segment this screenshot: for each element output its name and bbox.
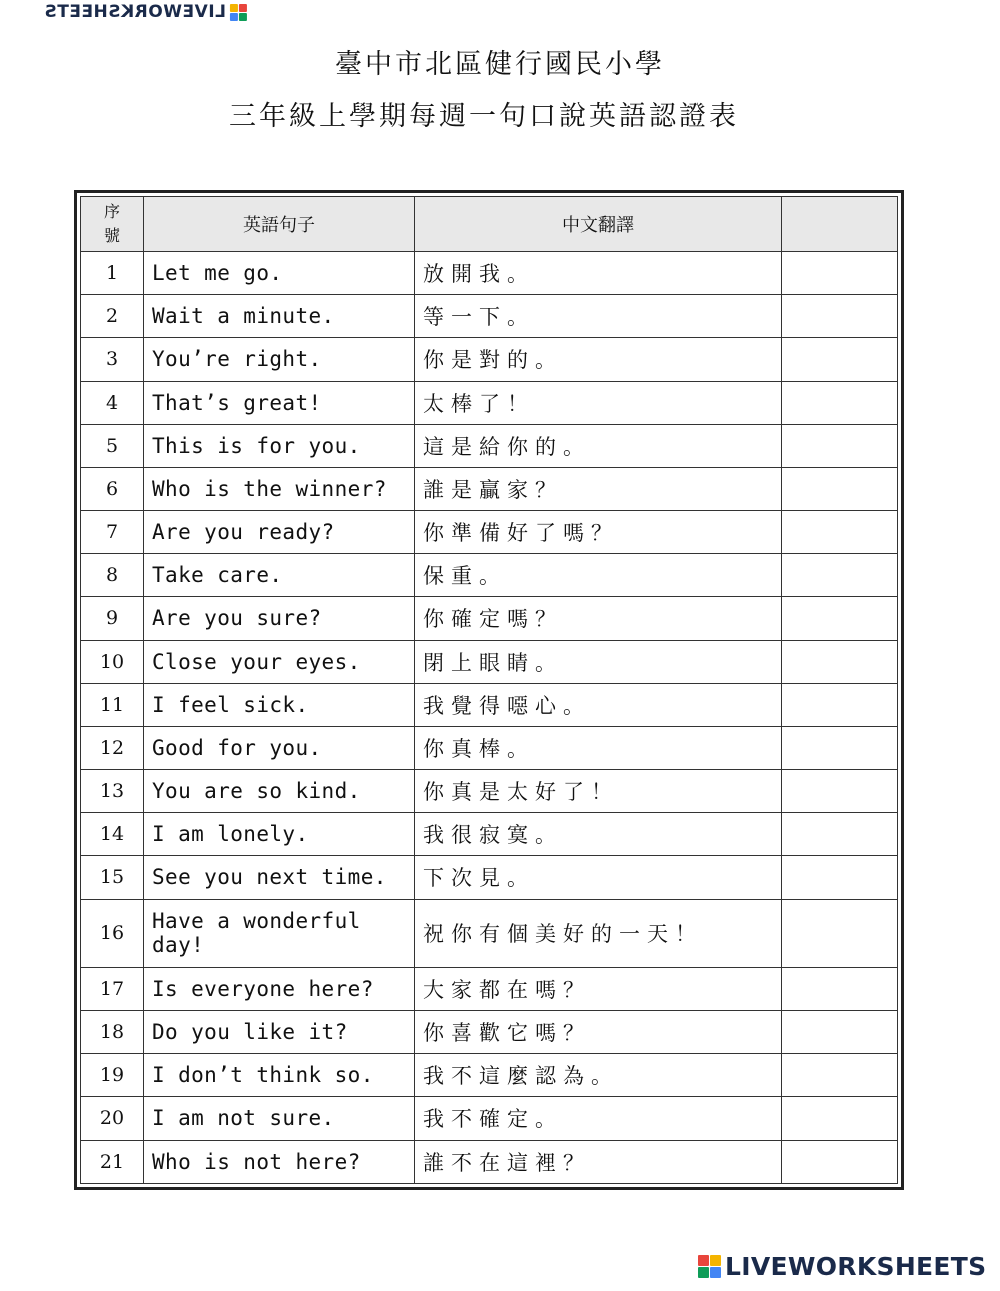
header-number (81, 197, 144, 252)
table-row (81, 467, 898, 510)
sheet-subtitle: 三年級上學期每週一句口說英語認證表 (229, 101, 739, 132)
english-sentence: Wait a minute. (144, 295, 415, 338)
chinese-translation: 保重。 (415, 554, 782, 597)
table-row (81, 813, 898, 856)
row-number: 18 (81, 1011, 144, 1054)
check-cell[interactable] (782, 252, 898, 295)
row-number: 15 (81, 856, 144, 899)
chinese-translation: 閉上眼睛。 (415, 640, 782, 683)
row-number: 16 (81, 899, 144, 967)
english-sentence: Take care. (144, 554, 415, 597)
header-chinese: 中文翻譯 (415, 197, 782, 252)
check-cell[interactable] (782, 511, 898, 554)
chinese-translation: 下次見。 (415, 856, 782, 899)
check-cell[interactable] (782, 1140, 898, 1183)
header-blank (782, 197, 898, 252)
logo-square (698, 1255, 709, 1266)
row-number: 12 (81, 726, 144, 769)
row-number: 6 (81, 467, 144, 510)
table-row (81, 1097, 898, 1140)
chinese-translation: 你確定嗎？ (415, 597, 782, 640)
school-title: 臺中市北區健行國民小學 (335, 49, 665, 80)
check-cell[interactable] (782, 424, 898, 467)
table-row (81, 511, 898, 554)
english-sentence: Good for you. (144, 726, 415, 769)
row-number: 4 (81, 381, 144, 424)
table-row (81, 597, 898, 640)
table-row (81, 899, 898, 967)
chinese-translation: 祝你有個美好的一天！ (415, 899, 782, 967)
check-cell[interactable] (782, 899, 898, 967)
check-cell[interactable] (782, 295, 898, 338)
table-row (81, 967, 898, 1010)
header-english: 英語句子 (144, 197, 415, 252)
row-number: 20 (81, 1097, 144, 1140)
header-number-line2: 號 (103, 226, 120, 245)
check-cell[interactable] (782, 381, 898, 424)
row-number: 17 (81, 967, 144, 1010)
english-sentence: Is everyone here? (144, 967, 415, 1010)
table-row (81, 381, 898, 424)
logo-square (710, 1255, 721, 1266)
check-cell[interactable] (782, 770, 898, 813)
row-number: 11 (81, 683, 144, 726)
english-sentence: Let me go. (144, 252, 415, 295)
row-number: 1 (81, 252, 144, 295)
check-cell[interactable] (782, 1054, 898, 1097)
logo-square (239, 13, 247, 21)
logo-square (230, 4, 238, 12)
english-sentence: I am lonely. (144, 813, 415, 856)
check-cell[interactable] (782, 967, 898, 1010)
chinese-translation: 你準備好了嗎？ (415, 511, 782, 554)
chinese-translation: 太棒了！ (415, 381, 782, 424)
chinese-translation: 我不這麼認為。 (415, 1054, 782, 1097)
liveworksheets-logo-top (44, 2, 247, 22)
english-sentence: See you next time. (144, 856, 415, 899)
logo-square (710, 1267, 721, 1278)
table-row (81, 554, 898, 597)
row-number: 3 (81, 338, 144, 381)
table-row (81, 1011, 898, 1054)
check-cell[interactable] (782, 1011, 898, 1054)
row-number: 5 (81, 424, 144, 467)
table-row (81, 252, 898, 295)
logo-top-text: LIVEWORKSHEETS (44, 2, 226, 22)
table-row (81, 683, 898, 726)
table-header-row (81, 197, 898, 252)
check-cell[interactable] (782, 1097, 898, 1140)
logo-square (230, 13, 238, 21)
logo-bottom-text: LIVEWORKSHEETS (725, 1252, 987, 1281)
logo-square (698, 1267, 709, 1278)
row-number: 21 (81, 1140, 144, 1183)
check-cell[interactable] (782, 467, 898, 510)
english-sentence: Do you like it? (144, 1011, 415, 1054)
chinese-translation: 你真是太好了！ (415, 770, 782, 813)
english-sentence: You are so kind. (144, 770, 415, 813)
check-cell[interactable] (782, 683, 898, 726)
chinese-translation: 大家都在嗎？ (415, 967, 782, 1010)
english-sentence: I don’t think so. (144, 1054, 415, 1097)
chinese-translation: 誰不在這裡？ (415, 1140, 782, 1183)
logo-mark-icon (698, 1255, 721, 1278)
chinese-translation: 我覺得噁心。 (415, 683, 782, 726)
chinese-translation: 我不確定。 (415, 1097, 782, 1140)
table-row (81, 424, 898, 467)
chinese-translation: 放開我。 (415, 252, 782, 295)
english-sentence: I am not sure. (144, 1097, 415, 1140)
table-row (81, 338, 898, 381)
row-number: 2 (81, 295, 144, 338)
chinese-translation: 誰是贏家？ (415, 467, 782, 510)
check-cell[interactable] (782, 554, 898, 597)
english-sentence: Close your eyes. (144, 640, 415, 683)
chinese-translation: 你是對的。 (415, 338, 782, 381)
english-sentence: That’s great! (144, 381, 415, 424)
english-sentence: This is for you. (144, 424, 415, 467)
table-row (81, 770, 898, 813)
chinese-translation: 我很寂寞。 (415, 813, 782, 856)
table-row (81, 295, 898, 338)
row-number: 19 (81, 1054, 144, 1097)
chinese-translation: 你真棒。 (415, 726, 782, 769)
english-sentence: Are you ready? (144, 511, 415, 554)
logo-square (239, 4, 247, 12)
row-number: 13 (81, 770, 144, 813)
table-row (81, 1054, 898, 1097)
english-sentence: Are you sure? (144, 597, 415, 640)
check-cell[interactable] (782, 338, 898, 381)
table-row (81, 726, 898, 769)
check-cell[interactable] (782, 813, 898, 856)
row-number: 9 (81, 597, 144, 640)
logo-mark-icon (230, 4, 247, 21)
chinese-translation: 你喜歡它嗎？ (415, 1011, 782, 1054)
liveworksheets-logo-bottom (698, 1252, 986, 1281)
check-cell[interactable] (782, 856, 898, 899)
row-number: 10 (81, 640, 144, 683)
table-row (81, 1140, 898, 1183)
row-number: 8 (81, 554, 144, 597)
row-number: 14 (81, 813, 144, 856)
sentence-table-frame (74, 190, 904, 1190)
check-cell[interactable] (782, 726, 898, 769)
sentence-table (80, 196, 898, 1184)
english-sentence: Who is not here? (144, 1140, 415, 1183)
chinese-translation: 等一下。 (415, 295, 782, 338)
english-sentence: Who is the winner? (144, 467, 415, 510)
english-sentence: Have a wonderful day! (144, 899, 415, 967)
table-row (81, 856, 898, 899)
chinese-translation: 這是給你的。 (415, 424, 782, 467)
table-row (81, 640, 898, 683)
check-cell[interactable] (782, 597, 898, 640)
header-number-line1: 序 (103, 202, 120, 221)
check-cell[interactable] (782, 640, 898, 683)
row-number: 7 (81, 511, 144, 554)
english-sentence: I feel sick. (144, 683, 415, 726)
english-sentence: You’re right. (144, 338, 415, 381)
